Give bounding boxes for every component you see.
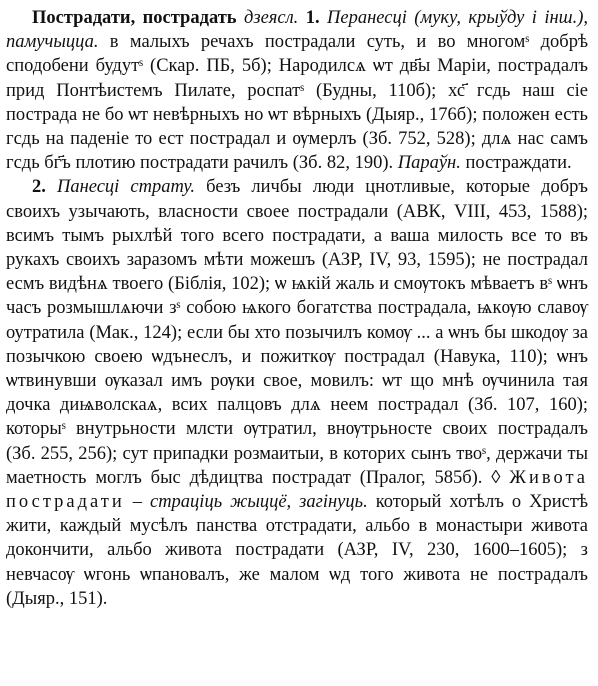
- grammar-label: дзеясл.: [244, 8, 299, 28]
- sense-definition: Перанесці (муку, крыўду і інш.), памучыцца.: [6, 8, 589, 53]
- cross-reference-label: Параўн.: [397, 153, 461, 174]
- sense-2-paragraph: [6, 175, 588, 611]
- phrase: Живота пострадати: [6, 467, 588, 513]
- sense-number: 1.: [305, 8, 320, 28]
- sense-1-paragraph: [6, 6, 588, 175]
- phrase-definition: страціць жыццё, загінуць.: [149, 492, 368, 513]
- sense-examples: в малыхъ речахъ пострадали суть, и во многомˢ добрѣ сподобени будутˢ (Скар. ПБ, 5б); Народилсѧ ѡт дв҃ы Маріи, пострадалъ прид Понтѣистемъ Пилате, роспатˢ (Будны, 110б); хс҃ гсдь наш сіе пострада не бо ѡт невѣрныхъ но ѡт вѣрныхъ (Дыяр., 176б); положен есть гсдь на паденіе то ест пострадал и ѹмерлъ (Зб. 752, 528); длѧ нас самъ гсдь бг҃ъ плотию пострадати рачилъ (Зб. 82, 190).: [6, 32, 588, 174]
- phrase-dash: –: [124, 492, 150, 513]
- headword: Пострадати, пострадать: [32, 8, 237, 28]
- sense-definition: Панесці страту.: [56, 177, 196, 198]
- sense-number: 2.: [32, 177, 46, 198]
- phrase-examples: который хотѣлъ о Христѣ жити, каждый мусѣлъ панства отстрадати, альбо в монастыри живота докончити, альбо живота пострадати (АЗР, IV, 230, 1600–1605); з невчасѹ ѡгонь ѡпановалъ, же малом ѡд того живота не пострадалъ (Дыяр., 151).: [6, 492, 589, 609]
- sense-examples: безъ личбы люди цнотливые, которые добръ своихъ узычають, власности своее пострадали (АВК, VIII, 453, 1588); всимъ тымъ рыхлѣй того всего пострадати, а ваша милость все то въ рукахъ своихъ заразомъ мѣти можешъ (АЗР, IV, 93, 1595); не пострадал есмъ видѣнѧ твоего (Біблія, 102); ѡ ѩкій жаль и смѹтокъ мѣваетъ вˢ ѡнъ часъ розмышлѧючи зˢ собою ѩкого богатства пострадала, ѩкѹю славѹ оутратила (Мак., 124); если бы хто позычилъ комѹ ... а ѡнъ бы шкодѹ за позычкою своею ѡдънеслъ, и пожиткѹ пострадал (Навука, 110); ѡнъ ѡтвинувши ѹказал имъ рѹки свое, мовилъ: ѡт що мнѣ ѹчинила тая дочка диѩволскаѧ, всих палцовъ длѧ неем пострадал (Зб. 107, 160); которыˢ внутрьности млсти ѹтратил, внѹтрьносте своих пострадалъ (Зб. 255, 256); сут припадки розмаитыи, в которих сынъ твоˢ, держачи ты маетность моглъ быс дѣдицтва пострадат (Пралог, 585б). ◊: [6, 177, 588, 488]
- cross-reference-word: пострaждати.: [460, 153, 572, 174]
